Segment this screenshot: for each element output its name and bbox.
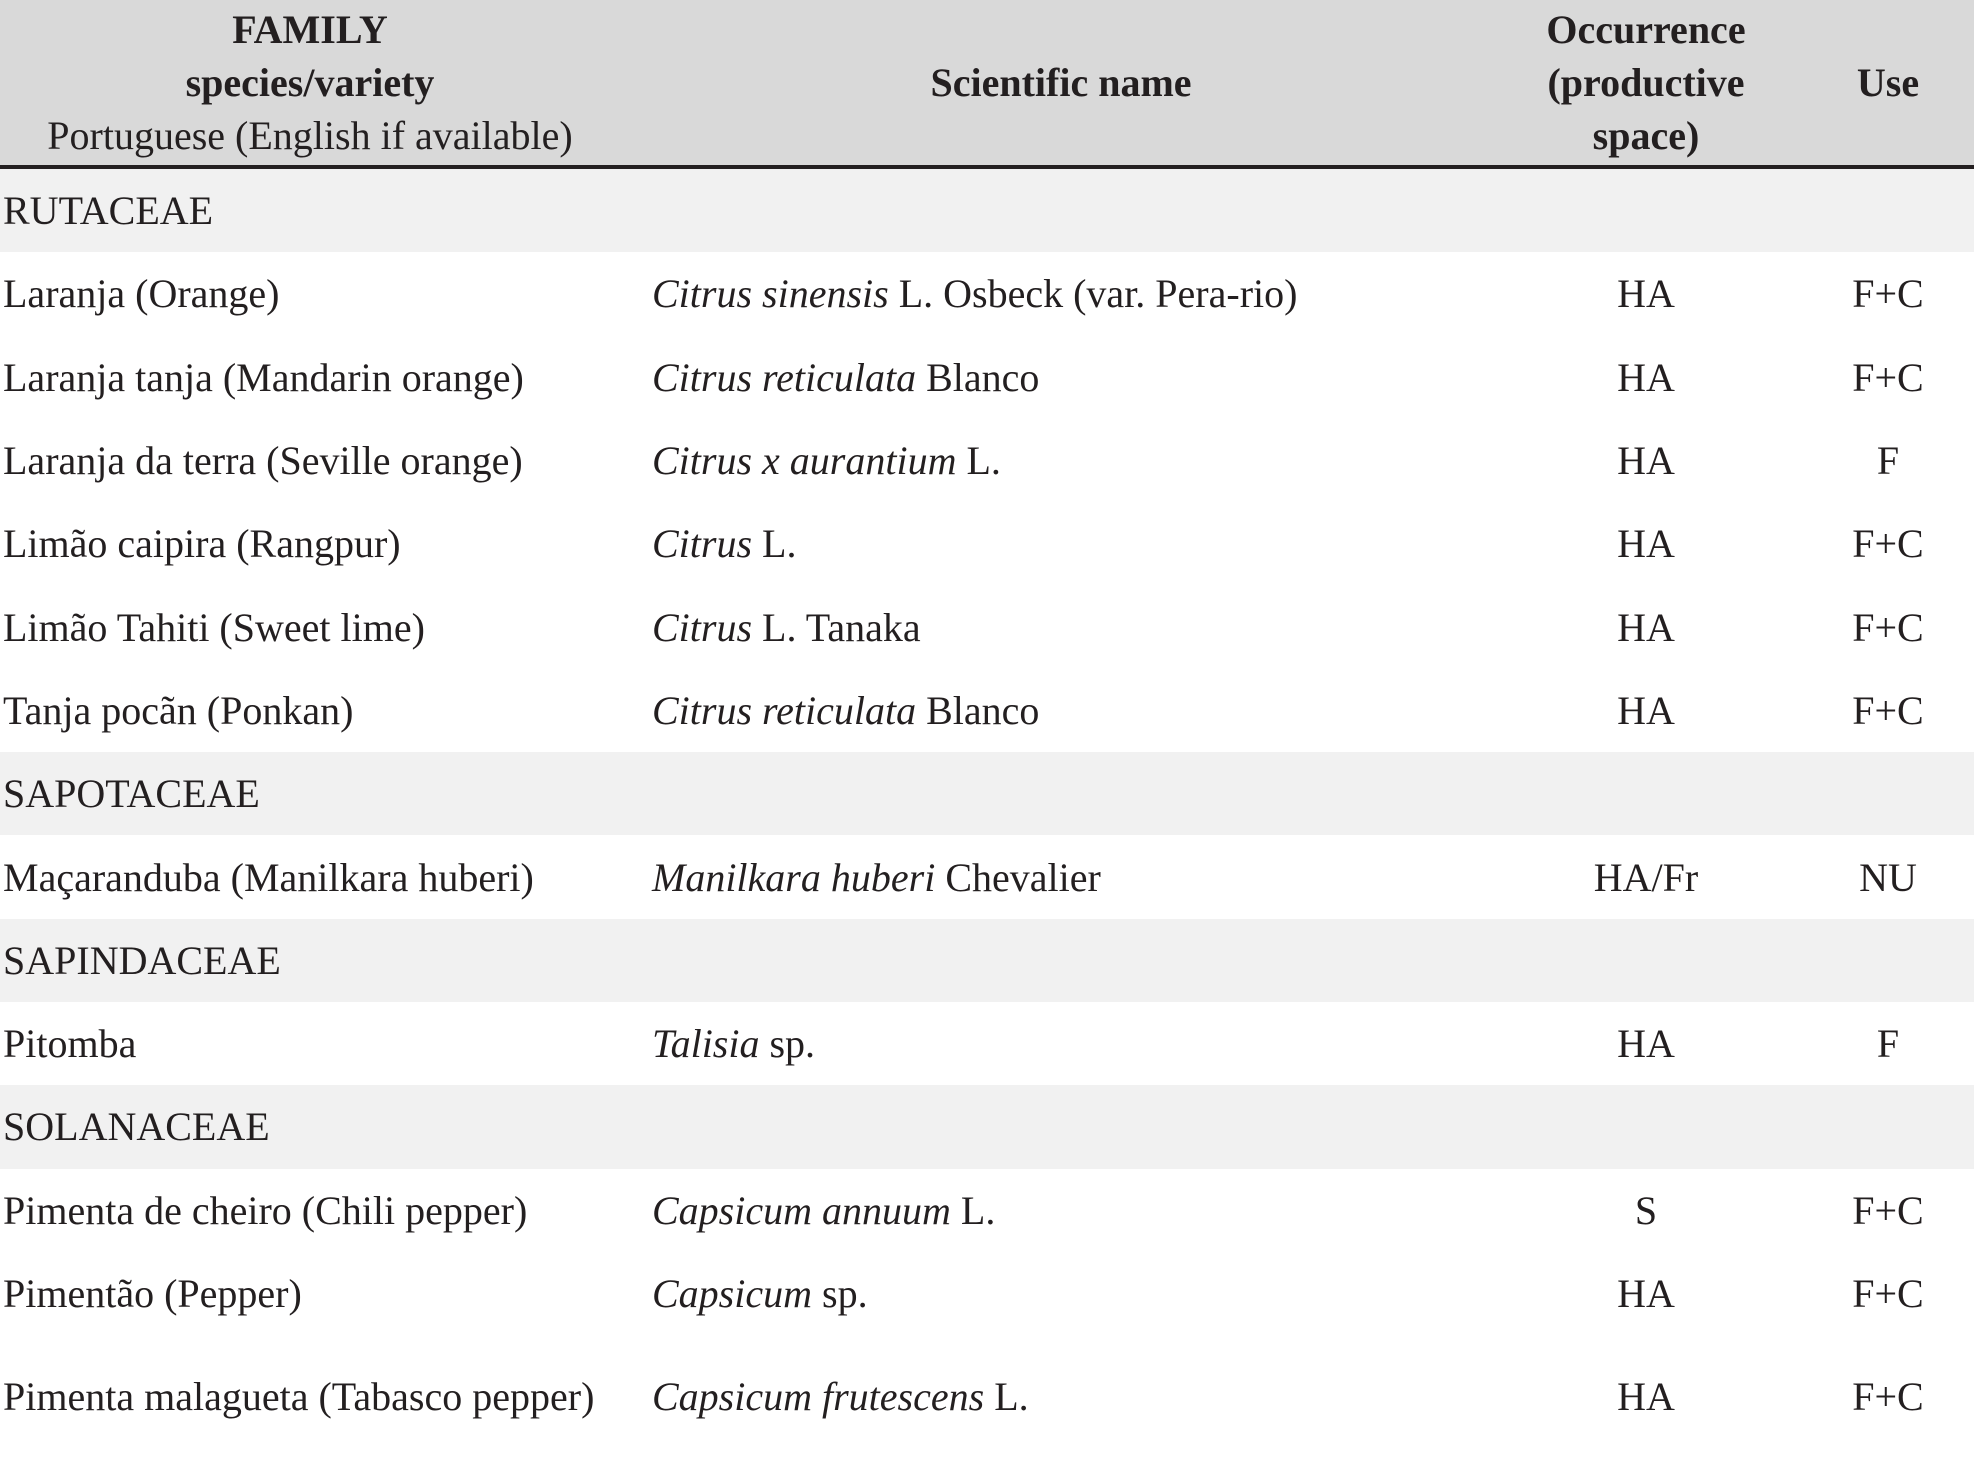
table-header	[0, 0, 1974, 169]
scientific-name-authority: sp.	[812, 1271, 868, 1316]
common-name: Limão caipira (Rangpur)	[3, 521, 401, 567]
occurrence-value: HA	[1617, 604, 1675, 650]
scientific-name-authority: L.	[950, 1187, 996, 1233]
table-row	[0, 835, 1974, 918]
family-name: SAPOTACEAE	[3, 771, 260, 817]
use-value: F	[1876, 1021, 1900, 1067]
occurrence-value: HA	[1617, 354, 1675, 400]
header-occurrence	[1520, 0, 1772, 165]
scientific-name-genus-species: Capsicum	[652, 1271, 812, 1316]
use-value: F+C	[1852, 521, 1924, 567]
use-value: F+C	[1852, 271, 1924, 317]
scientific-name	[652, 419, 1452, 502]
header-use-label: Use	[1856, 60, 1920, 105]
table-row	[0, 1002, 1974, 1085]
common-name: Laranja tanja (Mandarin orange)	[3, 354, 524, 400]
scientific-name	[652, 1252, 1452, 1335]
table-row	[0, 502, 1974, 585]
occurrence-value: HA	[1617, 438, 1675, 484]
family-row	[0, 1085, 1974, 1168]
common-name: Pimentão (Pepper)	[3, 1271, 302, 1316]
use-value: F+C	[1852, 1187, 1924, 1233]
table-row	[0, 1169, 1974, 1252]
common-name: Maçaranduba (Manilkara huberi)	[3, 854, 534, 900]
occurrence-value: HA	[1617, 1021, 1675, 1067]
scientific-name-genus-species: Talisia	[652, 1021, 760, 1067]
header-family-label: FAMILY	[232, 7, 388, 52]
common-name: Laranja da terra (Seville orange)	[3, 438, 523, 484]
header-scientific-name	[652, 0, 1470, 165]
scientific-name-authority: L.	[956, 438, 1001, 484]
common-name: Pimenta de cheiro (Chili pepper)	[3, 1187, 528, 1233]
scientific-name-authority: L. Tanaka	[752, 604, 921, 650]
scientific-name-genus-species: Citrus	[652, 521, 753, 567]
header-scientific-name-label: Scientific name	[930, 60, 1192, 105]
scientific-name	[652, 1169, 1452, 1252]
use-value: F+C	[1852, 604, 1924, 650]
table-row	[0, 1335, 1974, 1458]
common-name: Laranja (Orange)	[3, 271, 280, 317]
use-value: F+C	[1852, 1374, 1924, 1420]
family-name: RUTACEAE	[3, 188, 214, 234]
common-name: Pitomba	[3, 1021, 137, 1067]
table-row	[0, 585, 1974, 668]
family-name: SAPINDACEAE	[3, 937, 281, 983]
scientific-name-genus-species: Citrus	[652, 604, 753, 650]
common-name: Tanja pocãn (Ponkan)	[3, 687, 354, 733]
scientific-name-authority: L.	[752, 521, 797, 567]
common-name: Limão Tahiti (Sweet lime)	[3, 604, 425, 650]
scientific-name-genus-species: Citrus x aurantium	[652, 438, 957, 484]
occurrence-value: S	[1634, 1187, 1658, 1233]
table-body	[0, 169, 1974, 1458]
scientific-name	[652, 1002, 1452, 1085]
scientific-name-authority: Chevalier	[935, 854, 1101, 900]
scientific-name-authority: sp.	[759, 1021, 816, 1067]
table-row	[0, 1252, 1974, 1335]
occurrence-value: HA	[1617, 521, 1675, 567]
table-row	[0, 419, 1974, 502]
header-occurrence-line3: space)	[1592, 113, 1700, 158]
family-row	[0, 169, 1974, 252]
header-species-label: species/variety	[185, 60, 435, 105]
scientific-name	[652, 585, 1452, 668]
occurrence-value: HA	[1617, 1271, 1675, 1316]
scientific-name	[652, 336, 1452, 419]
use-value: F+C	[1852, 1271, 1924, 1316]
table-row	[0, 336, 1974, 419]
occurrence-value: HA	[1617, 1374, 1675, 1420]
header-occurrence-line1: Occurrence	[1546, 7, 1746, 52]
scientific-name	[652, 502, 1452, 585]
scientific-name-genus-species: Manilkara huberi	[652, 854, 936, 900]
family-row	[0, 752, 1974, 835]
scientific-name-genus-species: Capsicum frutescens	[652, 1374, 985, 1420]
scientific-name-authority: L.	[984, 1374, 1029, 1420]
use-value: F+C	[1852, 687, 1924, 733]
header-family-species	[0, 0, 620, 165]
occurrence-value: HA	[1617, 687, 1675, 733]
occurrence-value: HA/Fr	[1593, 854, 1699, 900]
header-occurrence-line2: (productive	[1547, 60, 1745, 105]
table-row	[0, 252, 1974, 335]
use-value: NU	[1859, 854, 1917, 900]
scientific-name-authority: Blanco	[916, 354, 1040, 400]
scientific-name-authority: L. Osbeck (var. Pera-rio)	[888, 271, 1298, 317]
use-value: F+C	[1852, 354, 1924, 400]
scientific-name-genus-species: Citrus sinensis	[652, 271, 889, 317]
occurrence-value: HA	[1617, 271, 1675, 317]
scientific-name	[652, 252, 1452, 335]
family-name: SOLANACEAE	[3, 1104, 270, 1150]
scientific-name	[652, 835, 1452, 918]
scientific-name	[652, 669, 1452, 752]
table-row	[0, 669, 1974, 752]
scientific-name-genus-species: Capsicum annuum	[652, 1187, 951, 1233]
use-value: F	[1876, 438, 1900, 484]
scientific-name	[652, 1335, 1452, 1458]
header-language-label: Portuguese (English if available)	[47, 113, 573, 158]
common-name: Pimenta malagueta (Tabasco pepper)	[3, 1374, 595, 1420]
family-row	[0, 919, 1974, 1002]
header-use	[1810, 0, 1966, 165]
scientific-name-genus-species: Citrus reticulata	[652, 687, 917, 733]
scientific-name-authority: Blanco	[916, 687, 1040, 733]
scientific-name-genus-species: Citrus reticulata	[652, 354, 917, 400]
